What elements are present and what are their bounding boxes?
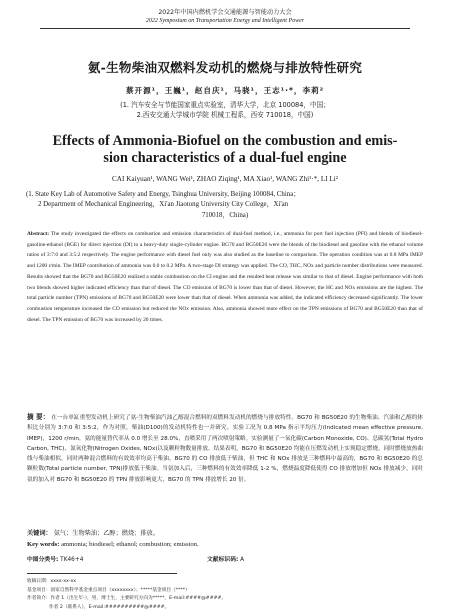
header-rule xyxy=(40,28,410,29)
footnote-received: 收稿日期：xxxx-xx-xx xyxy=(27,579,77,584)
en-title xyxy=(30,133,420,167)
clc-number xyxy=(27,554,83,563)
en-authors: CAI Kaiyuan¹, WANG Wei¹, ZHAO Ziqing¹, MA Xiao¹, WANG Zhi¹·*, LI Li² xyxy=(112,175,338,183)
en-keywords-label: Key words: xyxy=(27,541,60,548)
header-en: 2022 Symposium on Transportation Energy and Intelligent Power xyxy=(145,18,305,24)
cn-affiliation-line: (1. 汽车安全与节能国家重点实验室，清华大学，北京 100084，中国； xyxy=(120,101,330,109)
en-abstract-label: Abstract: xyxy=(27,231,50,237)
cn-title: 氨-生物柴油双燃料发动机的燃烧与排放特性研究 xyxy=(87,60,363,75)
footnote-author1: 作者简介：作者 1（出生年-），男，博士生，主要研究方向为*****，E-mail:####@####。 xyxy=(27,596,227,602)
footnote-rule xyxy=(27,573,177,574)
en-affiliation-line: 710018，China) xyxy=(201,211,249,219)
cn-keywords-label: 关键词： xyxy=(27,530,52,537)
document-code-value: A xyxy=(240,557,245,563)
en-affiliations xyxy=(26,190,424,221)
cn-abstract-text: 在一台单缸重型发动机上研究了氨-生物柴油汽油乙醇混合燃料的双燃料发动机的燃烧与排放特性。BG70 和 BG50E20 的生物柴油、汽油和乙醇的体积比分别为 3:7:0 和 3:5:2，作为对照，柴油(D100)的发动机特性也一并研究。实验工况为 0.8 MPa 指示平均压力(Indicated mean effective pressure, IMEP)，1200 r/min，氨的能量替代率从 0.0 增长至 28.0%，直喷采用了两次喷射策略。实验测量了一氧化碳(Carbon Monoxide, CO)、总碳氢(Total Hydro Carbon, THC)、氮氧化物(Nitrogen Oxides, NOx)以及颗粒物数量排放。结果表明，BG70 和 BG50E20 均能在压燃发动机上实现稳定燃烧，同时燃烧放热曲线与柴油相似，同时两种混合燃料的有效效率均高于柴油。BG70 的 CO 排放低于柴油，但 THC 和 NOx 排放是三种燃料中最高的，BG70 和 BG50E20 的总颗粒数(Total particle number, TPN)排放低于柴油。当氨加入后，三种燃料的有效效率降低 1-2 %，燃烧温度降低使得 CO 排放增加但 NOx 排放减少，同时氨的加入对 BG70 和 BG50E20 的 TPN 排放影响更大，BG70 的 TPN 排放增长 20 倍。 xyxy=(27,415,424,483)
en-affiliation-line: (1. State Key Lab of Automotive Safety and Energy, Tsinghua University, Beijing 100084, China； xyxy=(26,191,301,198)
footnotes xyxy=(27,578,430,612)
cn-abstract-label: 摘 要： xyxy=(27,413,50,421)
en-title-line: sion characteristics of a dual-fuel engine xyxy=(103,150,347,166)
en-abstract xyxy=(27,229,423,325)
cn-authors: 蔡开源¹，王巍¹，赵自庆¹，马骁¹，王志¹·*，李莉² xyxy=(125,86,325,95)
en-abstract-text: The study investigated the effects on combustion and emission characteristics of dual-fuel method, i.e., ammonia for port fuel injection (PFI) and blends of biodiesel-gasoline-ethanol (BGE) for direct injection (DI) to a heavy-duty single-cylinder engine. BG70 and BG50E20 were the blends of the biodiesel and gasoline with the ethanol volume ratios of 3:7:0 and 3:5:2 respectively. The engine performance with diesel fuel only was also studied as the baseline to comparison. The operation condition was at 0.8 MPa IMEP and 1200 r/min. The IMEP contribution of ammonia was 0.0 to 0.2 MPa. A two-stage DI strategy was applied. The CO, THC, NOx and particle number distributions were measured. Results showed that the BG70 and BG50E20 realized a stable combustion on the CI engine and the resulted heat release was similar to that of diesel. Engine performance with both two blends showed higher indicated efficiency than that of diesel. The CO emission of BG70 is lower than that of diesel. However, the HC and NOx emissions are the highest. The total particle number (TPN) emissions of BG70 and BG50E20 were lower than that of diesel. When ammonia was added, the indicated efficiency decreased significantly. The lower combustion temperature increased the CO emission but reduced the NOx emission. Also, ammonia showed more effect on the TPN emissions of BG70 and BG50E20 than that of diesel. The TPN emission of BG70 was increased by 20 times. xyxy=(27,231,423,323)
document-code xyxy=(207,554,244,563)
en-affiliation-line: 2 Department of Mechanical Engineering，Xi'an Jiaotong University City College，Xi'an xyxy=(38,201,289,209)
cn-keywords xyxy=(27,528,423,537)
header-cn: 2022年中国内燃机学会交通能源与智能动力大会 xyxy=(158,9,292,16)
footnote-author2: 作者 2（联系人），E-mail:##########@####。 xyxy=(49,604,170,610)
document-code-label: 文献标识码: xyxy=(207,557,239,563)
en-keywords xyxy=(27,541,423,548)
cn-keywords-text: 氨气；生物柴油；乙醇；燃烧；排放。 xyxy=(53,530,159,537)
cn-abstract xyxy=(27,412,423,485)
en-title-line: Effects of Ammonia-Biofuel on the combustion and emis- xyxy=(52,133,398,149)
clc-value: TK46+4 xyxy=(60,557,84,563)
cn-affiliation-line: 2.西安交通大学城市学院 机械工程系，西安 710018，中国) xyxy=(136,111,314,119)
en-keywords-text: ammonia; biodiesel; ethanol; combustion; emission. xyxy=(61,541,199,548)
footnote-fund: 基金项目：国家自然科学基金重点项目（xxxxxxxx）；*****基金项目（****） xyxy=(27,587,190,593)
cn-affiliations xyxy=(20,100,430,120)
running-header xyxy=(40,9,410,25)
clc-label: 中图分类号: xyxy=(27,557,59,563)
